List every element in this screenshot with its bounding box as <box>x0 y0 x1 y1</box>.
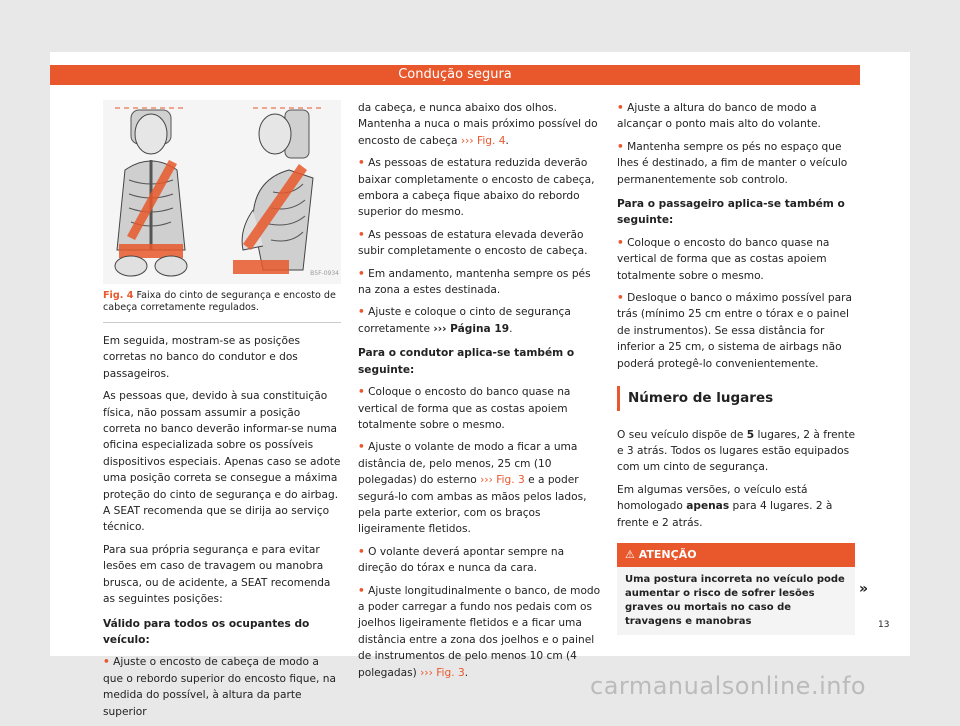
figure-seatbelt-illustration <box>103 100 341 284</box>
bullet-icon: • <box>617 102 624 114</box>
bullet-icon: • <box>617 236 624 249</box>
bullet-text: Ajuste a altura do banco de modo a alcançar o ponto mais alto do volante. <box>617 102 821 131</box>
bullet-text: Mantenha sempre os pés no espaço que lhes é destinado, a fim de manter o veículo permanentemente sob controlo. <box>617 140 848 186</box>
paragraph: da cabeça, e nunca abaixo dos olhos. Mantenha a nuca o mais próximo possível do encosto de cabeça ››› Fig. 4. <box>358 102 598 147</box>
figure-label: Fig. 4 <box>103 290 134 301</box>
bullet-item <box>358 227 602 260</box>
bullet-item <box>617 290 861 372</box>
paragraph-text: Em algumas versões, o veículo está homologado <box>617 483 808 513</box>
page-number: 13 <box>878 620 890 630</box>
paragraph-text: para 4 lugares. 2 à frente e 2 atrás. <box>617 500 833 529</box>
bold-text: 5 <box>746 428 755 441</box>
bold-text: apenas <box>686 500 730 513</box>
bullet-text: Ajuste longitudinalmente o banco, de modo a poder carregar a fundo nos pedais com os joelhos ligeiramente fletidos e a ficar uma distância entre a zona dos joelhos e o painel de instrumentos de pelo menos 10 cm (4 polegadas) <box>358 584 601 679</box>
bullet-item <box>358 155 602 221</box>
watermark: carmanualsonline.info <box>590 672 867 700</box>
bullet-item <box>617 100 861 133</box>
paragraph: As pessoas que, devido à sua constituição física, não possam assumir a posição correta no banco deverão informar-se numa oficina especializada sobre os possíveis dispositivos especiais. Apenas caso se adote uma posição correta se consegue a máxima proteção do cinto de segurança e do airbag. A SEAT recomenda que se dirija ao serviço técnico. <box>103 390 341 534</box>
bullet-text: O volante deverá apontar sempre na direção do tórax e nunca da cara. <box>358 545 565 575</box>
bullet-item: • Ajuste e coloque o cinto de segurança corretamente ››› Página 19. <box>358 306 571 335</box>
bullet-text: Coloque o encosto do banco quase na vertical de forma que as costas apoiem totalmente sobre o mesmo. <box>358 386 571 431</box>
paragraph-text: lugares, 2 à frente e 3 atrás. Todos os lugares estão equipados com um cinto de segurança. <box>617 428 856 474</box>
continue-arrow-icon: » <box>859 581 869 597</box>
warning-header <box>617 543 855 567</box>
figure-ref-link[interactable]: ››› Fig. 4 <box>460 134 506 147</box>
side-view-person <box>233 108 325 274</box>
bullet-icon: • <box>358 545 365 558</box>
bullet-text: As pessoas de estatura reduzida deverão baixar completamente o encosto de cabeça, embora a cabeça fique abaixo do rebordo superior do mesmo. <box>358 157 595 219</box>
bullet-item <box>358 544 602 577</box>
subheading: Para o passageiro aplica-se também o seguinte: <box>617 198 845 227</box>
warning-text: Uma postura incorreta no veículo pode aumentar o risco de sofrer lesões graves ou mortais no caso de travagens e manobras <box>625 573 845 627</box>
column-2 <box>358 100 602 687</box>
bullet-text: Coloque o encosto do banco quase na vertical de forma que as costas apoiem totalmente sobre o mesmo. <box>617 236 830 282</box>
paragraph-text: da cabeça, e nunca abaixo dos olhos. Mantenha a nuca o mais próximo possível do encosto de cabeça <box>358 102 598 147</box>
bullet-text: Ajuste o encosto de cabeça de modo a que o rebordo superior do encosto fique, na medida do possível, à altura da parte superior <box>103 656 336 718</box>
bullet-icon: • <box>358 306 365 319</box>
bullet-icon: • <box>358 584 365 597</box>
bullet-icon: • <box>617 292 624 305</box>
figure-caption <box>103 290 341 323</box>
bullet-item <box>358 439 602 537</box>
column-1 <box>103 100 341 726</box>
page-header: Condução segura <box>50 65 860 85</box>
figure-caption-text: Faixa do cinto de segurança e encosto de cabeça corretamente regulados. <box>103 290 336 313</box>
warning-box <box>617 543 855 635</box>
bullet-icon: • <box>358 386 365 399</box>
bullet-text: Ajuste e coloque o cinto de segurança corretamente <box>358 306 571 335</box>
bullet-item <box>617 139 861 188</box>
bullet-text: Desloque o banco o máximo possível para trás (mínimo 25 cm entre o tórax e o painel de instrumentos). Se essa distância for inferior a 25 cm, o sistema de airbags não poderá protegê-lo convenientemente. <box>617 292 852 370</box>
bullet-item <box>103 654 341 720</box>
bullet-item <box>358 266 602 299</box>
subheading: Para o condutor aplica-se também o seguinte: <box>358 347 575 376</box>
bullet-icon: • <box>103 656 110 669</box>
paragraph-text: O seu veículo dispõe de <box>617 428 744 441</box>
subheading: Válido para todos os ocupantes do veículo: <box>103 617 310 646</box>
bullet-icon: • <box>358 267 365 280</box>
paragraph: Para sua própria segurança e para evitar lesões em caso de travagem ou manobra brusca, ou de acidente, a SEAT recomenda as seguintes posições: <box>103 543 331 606</box>
figure-ref-link[interactable]: ››› Fig. 3 <box>420 666 465 679</box>
figure-code: B5F-0934 <box>310 269 339 277</box>
bullet-text: e a poder segurá-lo com ambas as mãos pelos lados, pela parte exterior, com os braços ligeiramente fletidos. <box>358 474 587 536</box>
paragraph <box>617 427 861 476</box>
bullet-item <box>358 384 602 433</box>
warning-triangle-icon: ⚠ <box>625 547 635 561</box>
section-title: Número de lugares <box>617 386 861 410</box>
bullet-icon: • <box>358 157 365 170</box>
column-3 <box>617 100 861 635</box>
bullet-text: Em andamento, mantenha sempre os pés na zona a estes destinada. <box>358 267 591 297</box>
paragraph: Em seguida, mostram-se as posições corretas no banco do condutor e dos passageiros. <box>103 335 301 380</box>
page-ref-link[interactable]: ››› Página 19 <box>433 322 510 335</box>
bullet-icon: • <box>358 441 365 454</box>
figure-drawing <box>103 100 341 284</box>
figure-ref-link[interactable]: ››› Fig. 3 <box>480 474 525 487</box>
bullet-icon: • <box>617 140 624 153</box>
front-view-person <box>115 108 187 276</box>
bullet-item: • Ajuste longitudinalmente o banco, de modo a poder carregar a fundo nos pedais com os joelhos ligeiramente fletidos e a ficar uma distância entre a zona dos joelhos e o painel de instrumentos de pelo menos 10 cm (4 polegadas) ››› Fig. 3. <box>358 584 601 679</box>
warning-title: ATENÇÃO <box>638 547 697 561</box>
bullet-text: As pessoas de estatura elevada deverão subir completamente o encosto de cabeça. <box>358 228 588 258</box>
bullet-text: Ajuste o volante de modo a ficar a uma distância de, pelo menos, 25 cm (10 polegadas) do esterno <box>358 441 578 487</box>
paragraph <box>617 482 861 531</box>
bullet-item <box>617 235 861 284</box>
bullet-icon: • <box>358 228 365 241</box>
